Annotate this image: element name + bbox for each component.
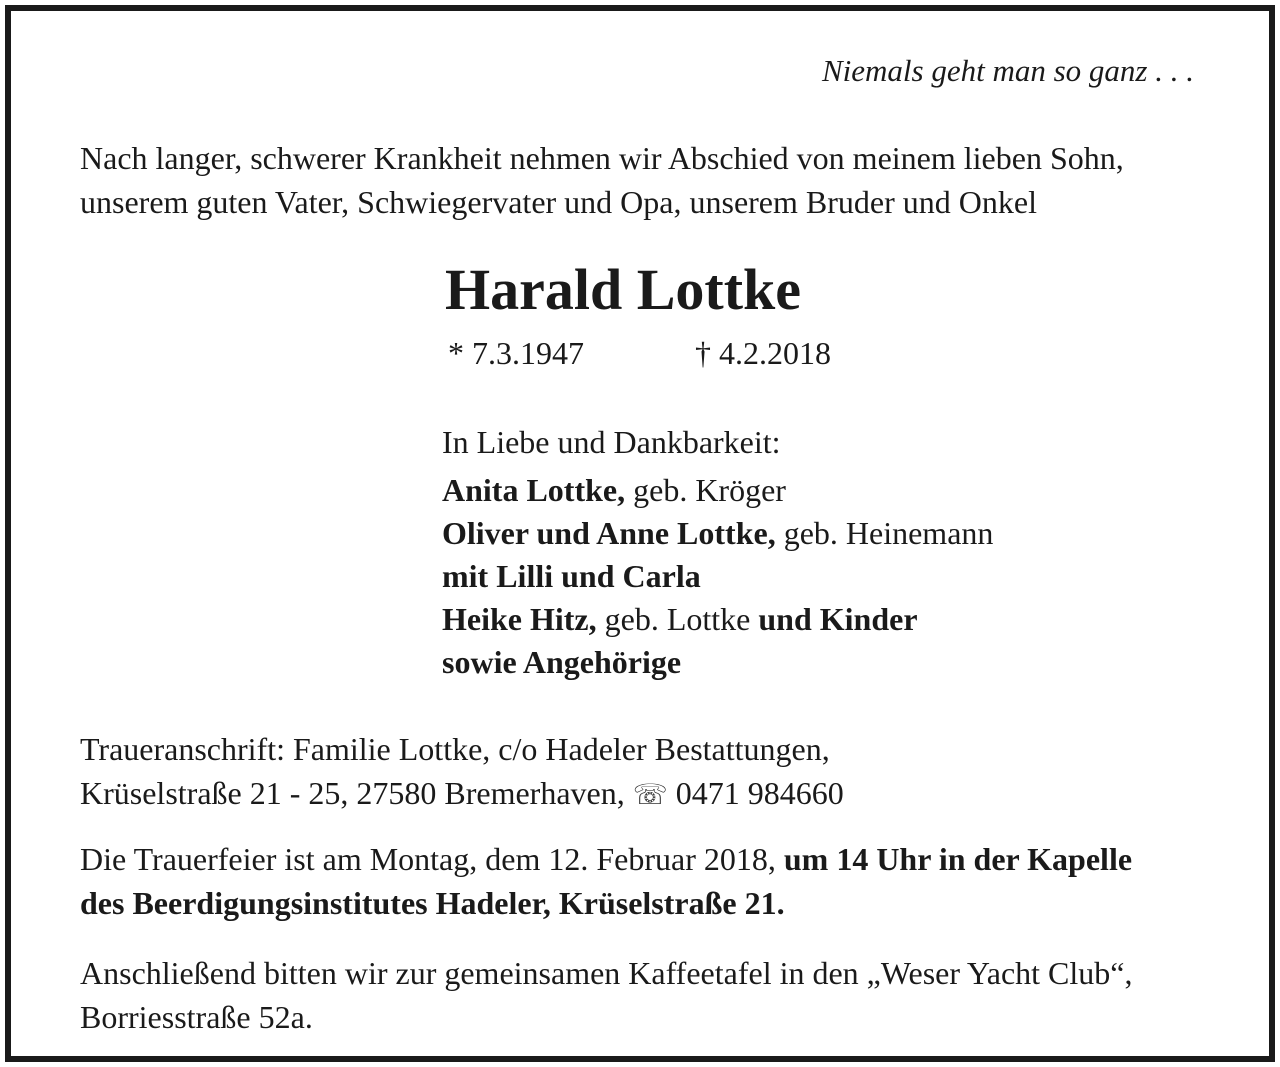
address-line-1: Traueranschrift: Familie Lottke, c/o Hadeler Bestattungen, — [80, 731, 830, 767]
ceremony-line-2: des Beerdigungsinstitutes Hadeler, Krüselstraße 21. — [80, 885, 785, 921]
phone-number: 0471 984660 — [667, 775, 844, 811]
obituary-frame — [5, 5, 1275, 1062]
telephone-icon: ☏ — [632, 778, 668, 811]
intro-paragraph — [80, 136, 1220, 224]
mourners-heading: In Liebe und Dankbarkeit: — [442, 424, 781, 460]
mourner-line-5: sowie Angehörige — [442, 644, 682, 680]
reception-line-1: Anschließend bitten wir zur gemeinsamen Kaffeetafel in den „Weser Yacht Club“, — [80, 955, 1133, 991]
mourner-maiden-name: geb. Lottke — [596, 601, 759, 637]
ceremony-line-1 — [80, 837, 1132, 881]
ceremony-time: um 14 Uhr in der Kapelle — [783, 841, 1133, 877]
address-line-2 — [80, 771, 844, 817]
death-date: † 4.2.2018 — [695, 335, 831, 371]
birth-date: * 7.3.1947 — [448, 335, 584, 371]
mourner-maiden-name: geb. Heinemann — [775, 515, 994, 551]
motto-text: Niemals geht man so ganz . . . — [822, 53, 1194, 88]
reception-line-2: Borriesstraße 52a. — [80, 999, 313, 1035]
mourners-block — [442, 421, 993, 684]
mourner-name: Oliver und Anne Lottke, — [442, 515, 776, 551]
intro-line-2: unserem guten Vater, Schwiegervater und Opa, unserem Bruder und Onkel — [80, 184, 1037, 220]
ceremony-date: Die Trauerfeier ist am Montag, dem 12. Februar 2018, — [80, 841, 784, 877]
mourning-address — [80, 727, 844, 817]
intro-line-1: Nach langer, schwerer Krankheit nehmen wir Abschied von meinem lieben Sohn, — [80, 140, 1124, 176]
mourner-children: und Kinder — [758, 601, 918, 637]
reception-info — [80, 951, 1132, 1039]
address-street: Krüselstraße 21 - 25, 27580 Bremerhaven, — [80, 775, 633, 811]
mourner-line-1 — [442, 469, 993, 512]
mourner-name: Anita Lottke, — [442, 472, 626, 508]
mourner-name: Heike Hitz, — [442, 601, 597, 637]
mourner-line-3: mit Lilli und Carla — [442, 558, 701, 594]
mourner-maiden-name: geb. Kröger — [625, 472, 786, 508]
ceremony-info — [80, 837, 1132, 925]
deceased-name: Harald Lottke — [445, 257, 802, 322]
mourner-line-4 — [442, 598, 993, 641]
mourner-line-2 — [442, 512, 993, 555]
